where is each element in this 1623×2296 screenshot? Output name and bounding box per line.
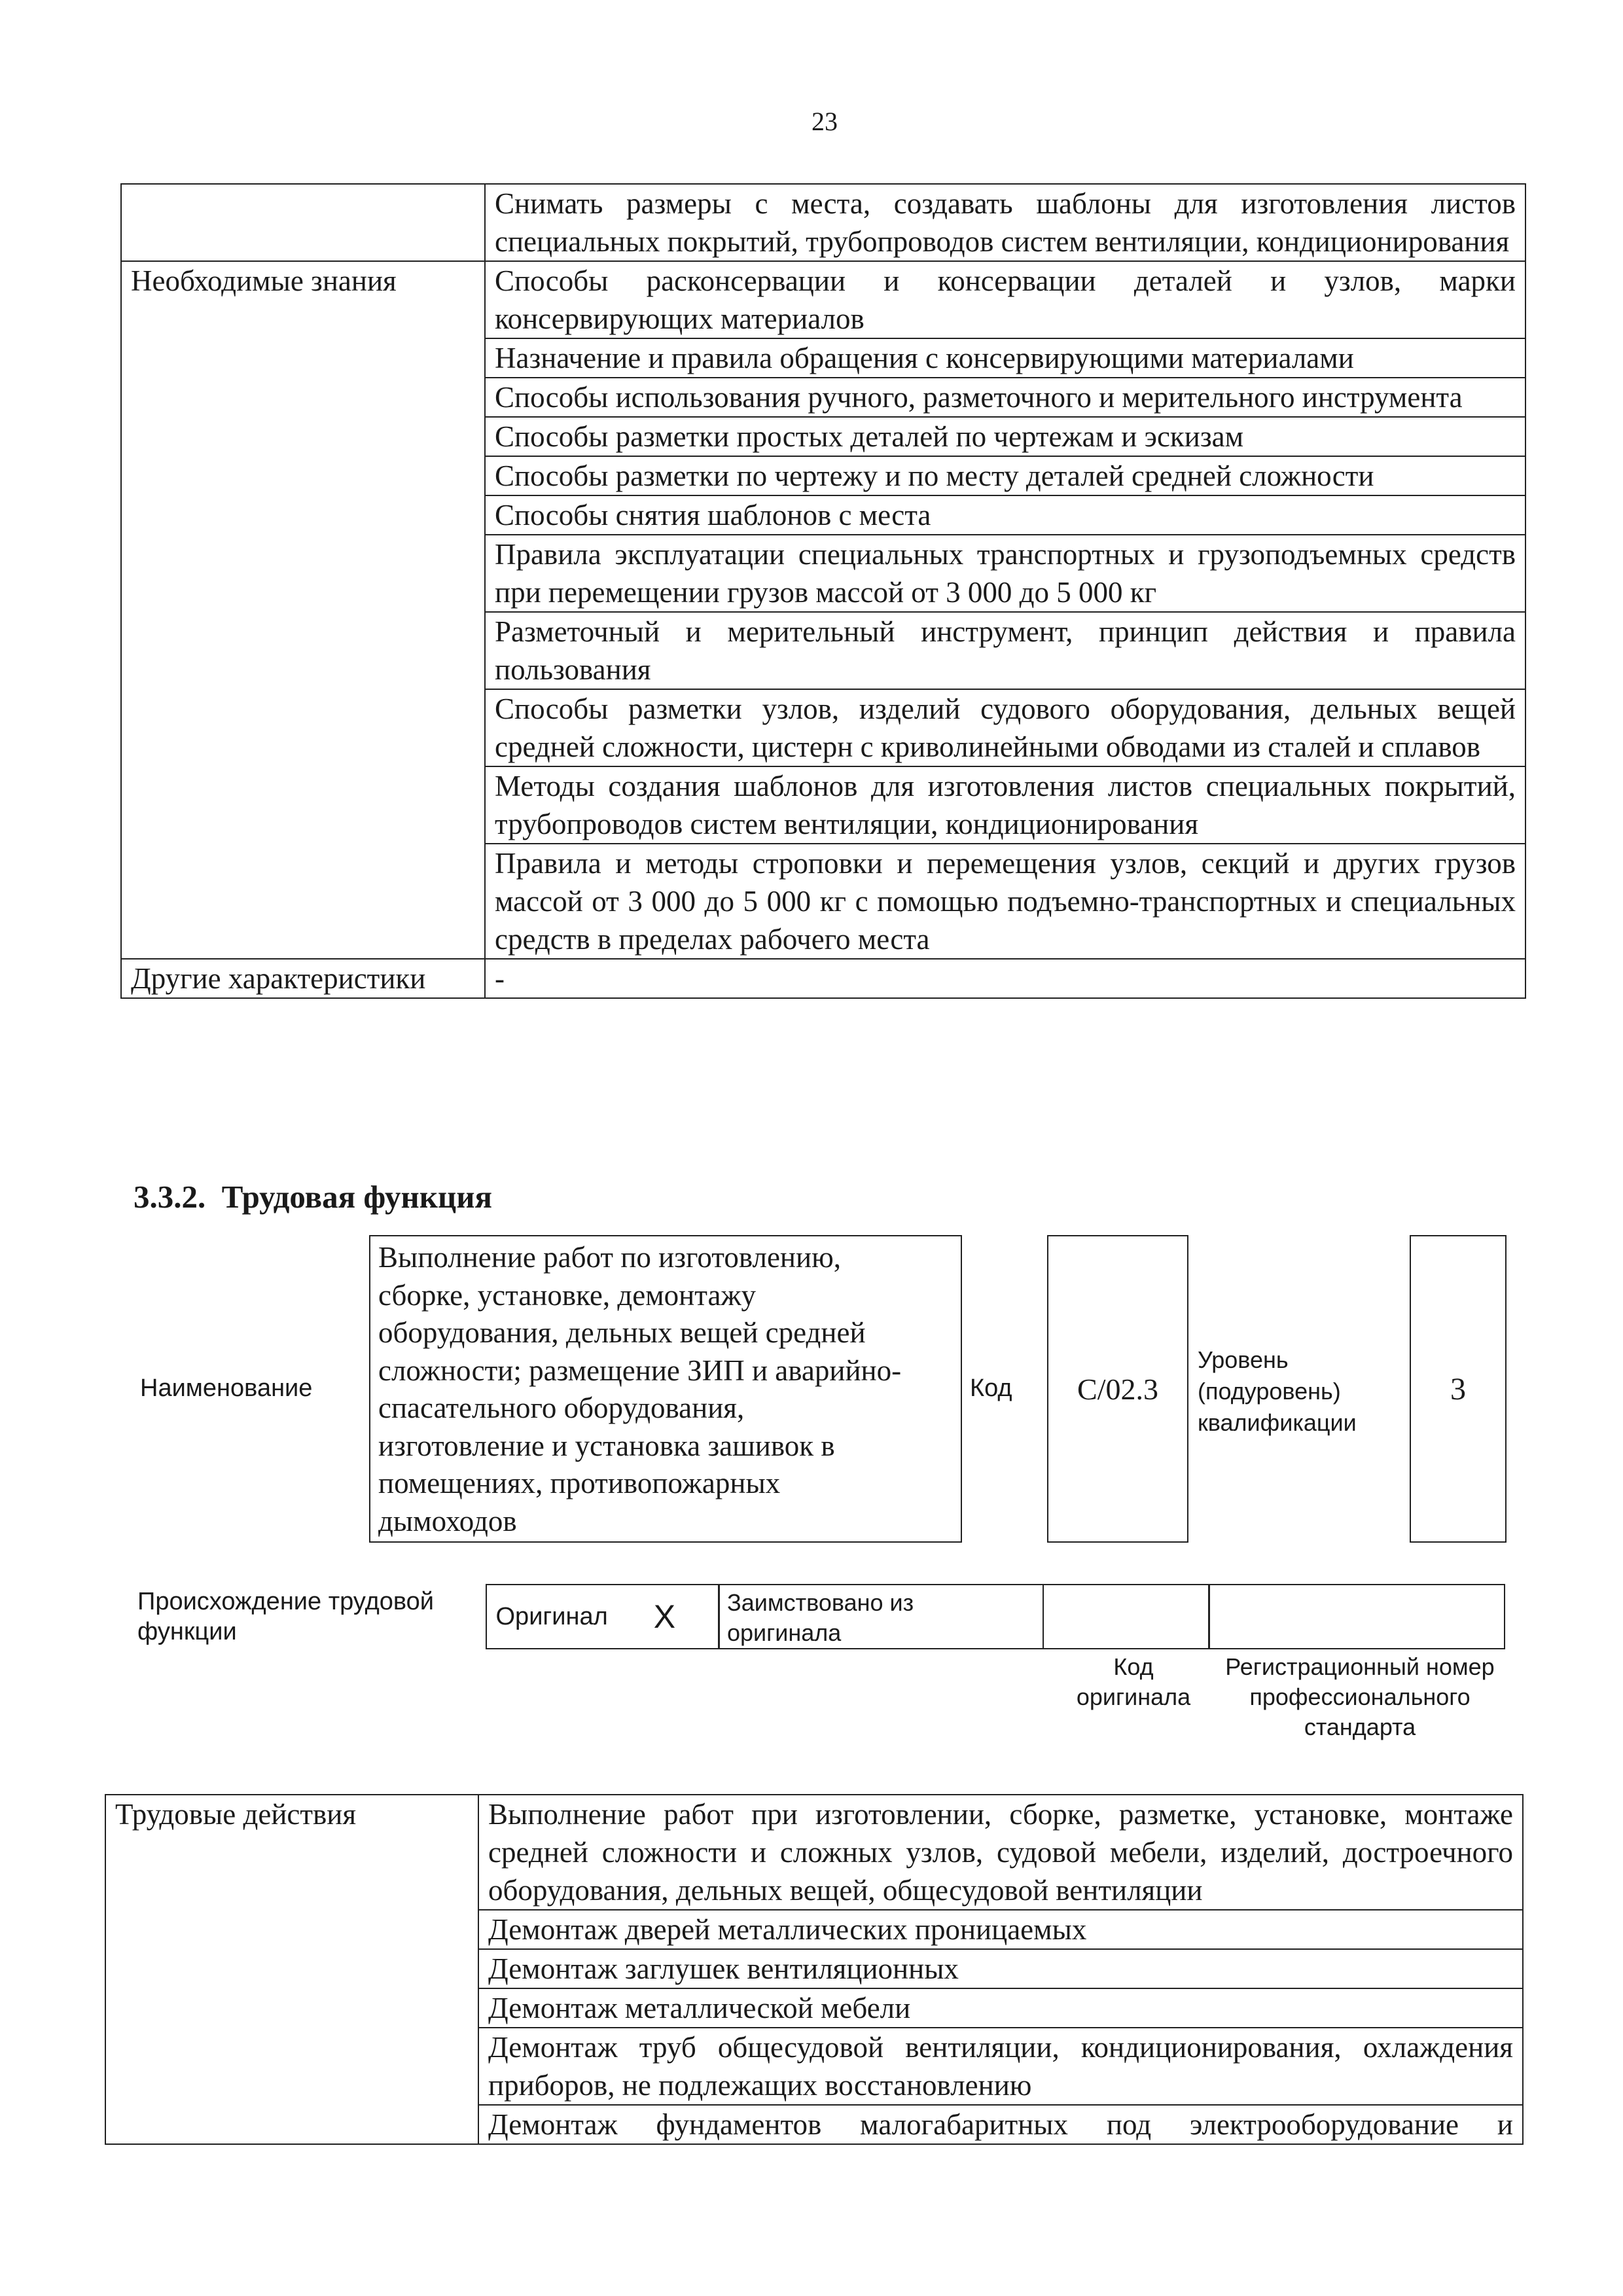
table-cell: Демонтаж металлической мебели <box>478 1988 1523 2028</box>
table-cell: Способы использования ручного, разметочного и мерительного инструмента <box>485 378 1525 417</box>
section-heading <box>134 1178 492 1215</box>
original-code-caption <box>1047 1652 1220 1712</box>
borrowed-label-line: Заимствовано из <box>727 1589 914 1616</box>
origin-label-line: функции <box>137 1618 237 1645</box>
function-name-line: спасательного оборудования, <box>378 1391 745 1424</box>
function-name-box <box>369 1235 962 1543</box>
table-cell: Демонтаж труб общесудовой вентиляции, кондиционирования, охлаждения приборов, не подлежащих восстановлению <box>478 2028 1523 2105</box>
function-name-line: дымоходов <box>378 1504 517 1537</box>
original-cell <box>486 1584 720 1649</box>
original-label: Оригинал <box>495 1602 608 1630</box>
table-cell: Способы разметки по чертежу и по месту деталей средней сложности <box>485 456 1525 495</box>
table-row <box>105 1795 1523 1910</box>
table-cell: - <box>485 959 1525 998</box>
table-cell: Способы расконсервации и консервации деталей и узлов, марки консервирующих материалов <box>485 261 1525 338</box>
table-cell: Правила эксплуатации специальных транспортных и грузоподъемных средств при перемещении грузов массой от 3 000 до 5 000 кг <box>485 535 1525 612</box>
caption-line: Регистрационный номер <box>1225 1653 1495 1680</box>
table-row <box>121 959 1525 998</box>
section-title: Трудовая функция <box>221 1179 492 1215</box>
function-code-box <box>1047 1235 1188 1543</box>
qualification-level: 3 <box>1450 1371 1466 1407</box>
table-cell: Способы разметки узлов, изделий судового оборудования, дельных вещей средней сложности, цистерн с криволинейными обводами из сталей и сплавов <box>485 689 1525 766</box>
table-cell: Назначение и правила обращения с консервирующими материалами <box>485 338 1525 378</box>
original-code-cell <box>1043 1584 1210 1649</box>
original-mark: X <box>653 1598 676 1635</box>
qualification-level-label <box>1198 1344 1357 1439</box>
registration-number-caption <box>1216 1652 1504 1742</box>
origin-label <box>137 1587 434 1647</box>
table-cell: Демонтаж фундаментов малогабаритных под электрооборудование и <box>478 2105 1523 2144</box>
row-label-labor-actions: Трудовые действия <box>105 1795 478 2144</box>
table-row <box>121 184 1525 261</box>
row-label-required-knowledge: Необходимые знания <box>121 261 485 959</box>
origin-table <box>487 1584 1508 1649</box>
table-cell: Способы разметки простых деталей по чертежам и эскизам <box>485 417 1525 456</box>
table-cell: Демонтаж дверей металлических проницаемых <box>478 1910 1523 1949</box>
page-number: 23 <box>812 107 838 136</box>
function-name-line: помещениях, противопожарных <box>378 1467 781 1499</box>
table-cell: Выполнение работ при изготовлении, сборке, разметке, установке, монтаже средней сложности и сложных узлов, судовой мебели, изделий, достроечного оборудования, дельных вещей, общесудовой вентиляции <box>478 1795 1523 1910</box>
function-name-line: сложности; размещение ЗИП и аварийно- <box>378 1354 902 1387</box>
table-cell: Способы снятия шаблонов с места <box>485 495 1525 535</box>
table-cell: Разметочный и мерительный инструмент, принцип действия и правила пользования <box>485 612 1525 689</box>
row-label-other-characteristics: Другие характеристики <box>121 959 485 998</box>
function-name-line: сборке, установке, демонтажу <box>378 1278 757 1312</box>
table-cell: Демонтаж заглушек вентиляционных <box>478 1949 1523 1988</box>
table-cell: Снимать размеры с места, создавать шаблоны для изготовления листов специальных покрытий, трубопроводов систем вентиляции, кондиционирования <box>485 184 1525 261</box>
function-name-line: оборудования, дельных вещей средней <box>378 1316 866 1349</box>
borrowed-label-line: оригинала <box>727 1619 842 1646</box>
borrowed-cell <box>718 1584 1044 1649</box>
row-label <box>121 184 485 261</box>
qualification-level-box <box>1410 1235 1507 1543</box>
labor-actions-table <box>105 1794 1524 2145</box>
caption-line: Код <box>1113 1653 1154 1680</box>
caption-line: оригинала <box>1076 1683 1191 1710</box>
origin-label-line: Происхождение трудовой <box>137 1588 434 1615</box>
function-code: C/02.3 <box>1077 1372 1158 1406</box>
registration-number-cell <box>1208 1584 1505 1649</box>
level-label-line: (подуровень) <box>1198 1378 1341 1405</box>
section-number: 3.3.2. <box>134 1179 206 1215</box>
table-cell: Правила и методы строповки и перемещения узлов, секций и других грузов массой от 3 000 до 5 000 кг с помощью подъемно-транспортных и специальных средств в пределах рабочего места <box>485 844 1525 959</box>
table-row <box>121 261 1525 338</box>
level-label-line: квалификации <box>1198 1409 1357 1436</box>
level-label-line: Уровень <box>1198 1346 1289 1373</box>
caption-line: профессионального <box>1249 1683 1471 1710</box>
skills-knowledge-table <box>120 183 1526 999</box>
function-name-line: изготовление и установка зашивок в <box>378 1429 835 1462</box>
function-name-line: Выполнение работ по изготовлению, <box>378 1241 841 1274</box>
table-cell: Методы создания шаблонов для изготовления листов специальных покрытий, трубопроводов систем вентиляции, кондиционирования <box>485 766 1525 844</box>
name-label: Наименование <box>140 1374 313 1402</box>
caption-line: стандарта <box>1304 1713 1416 1740</box>
code-label: Код <box>970 1374 1012 1402</box>
